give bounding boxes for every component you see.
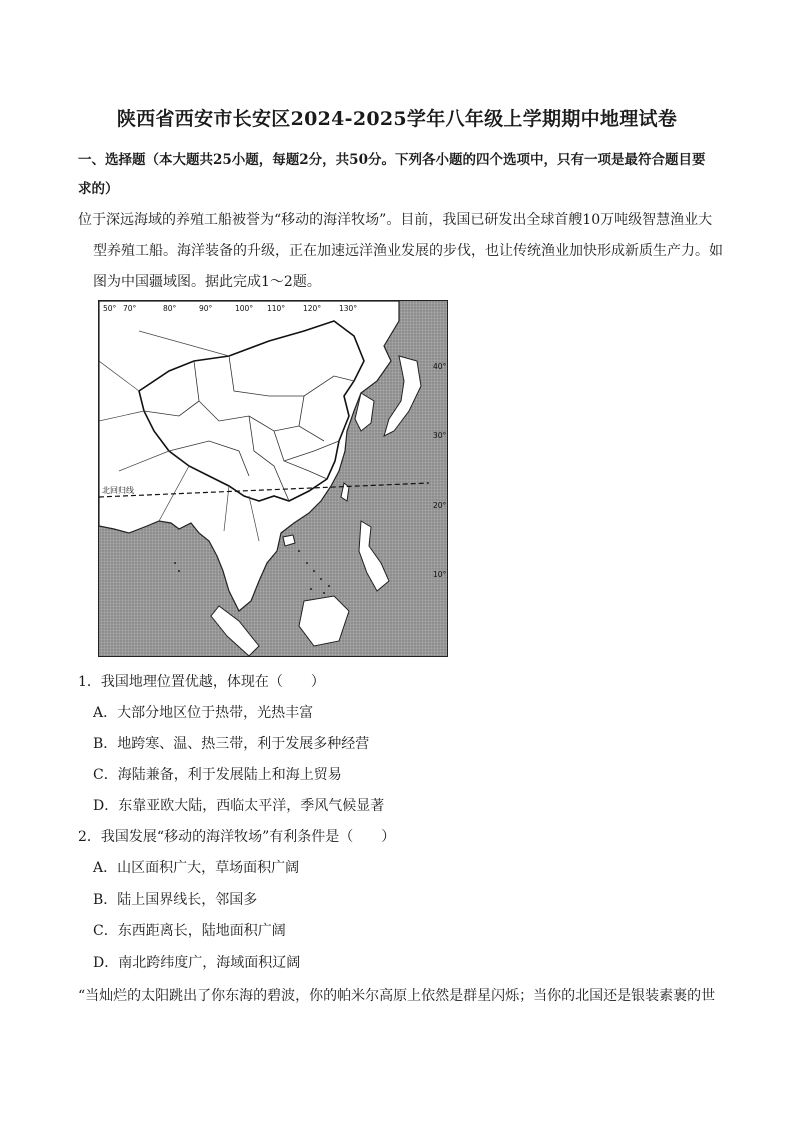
intro-line-1: 位于深远海域的养殖工船被誉为“移动的海洋牧场”。目前，我国已研发出全球首艘10万吨级智慧渔业大 (78, 212, 713, 228)
lon-label: 70° (123, 304, 137, 313)
next-passage-quote: “当灿烂的太阳跳出了你东海的碧波，你的帕米尔高原上依然是群星闪烁；当你的北国还是银装素裹的世 (78, 988, 716, 1004)
map-graphic (99, 301, 447, 656)
lat-label: 10° (433, 570, 447, 579)
lon-label: 50° (103, 304, 117, 313)
lon-label: 100° (235, 304, 254, 313)
china-territory-map (98, 300, 448, 657)
question-1-stem: 1．我国地理位置优越，体现在（ ） (78, 674, 325, 690)
question-1-option-d[interactable]: D．东靠亚欧大陆，西临太平洋，季风气候显著 (93, 798, 385, 814)
question-1-option-a[interactable]: A．大部分地区位于热带，光热丰富 (93, 705, 314, 721)
lat-label: 40° (433, 362, 447, 371)
exam-title: 陕西省西安市长安区2024-2025学年八年级上学期期中地理试卷 (116, 108, 678, 130)
intro-line-3: 图为中国疆域图。据此完成1～2题。 (93, 274, 321, 290)
section-heading: 一、选择题（本大题共25小题，每题2分，共50分。下列各小题的四个选项中，只有一项是最符合题目要求的） (78, 152, 706, 197)
lat-label: 20° (433, 501, 447, 510)
question-2-stem: 2．我国发展“移动的海洋牧场”有利条件是（ ） (78, 829, 396, 845)
question-2-option-b[interactable]: B．陆上国界线长，邻国多 (93, 892, 258, 908)
lon-label: 80° (163, 304, 177, 313)
question-1-option-b[interactable]: B．地跨寒、温、热三带，利于发展多种经营 (93, 736, 370, 752)
question-2-option-d[interactable]: D．南北跨纬度广，海域面积辽阔 (93, 955, 301, 971)
tropic-label: 北回归线 (102, 486, 134, 495)
question-1-option-c[interactable]: C．海陆兼备，利于发展陆上和海上贸易 (93, 767, 342, 783)
question-2-option-c[interactable]: C．东西距离长，陆地面积广阔 (93, 923, 286, 939)
lon-label: 120° (303, 304, 322, 313)
intro-line-2: 型养殖工船。海洋装备的升级，正在加速远洋渔业发展的步伐，也让传统渔业加快形成新质生产力。如 (93, 243, 723, 259)
lon-label: 90° (199, 304, 213, 313)
question-2-option-a[interactable]: A．山区面积广大，草场面积广阔 (93, 860, 300, 876)
lat-label: 30° (433, 431, 447, 440)
lon-label: 130° (339, 304, 358, 313)
lon-label: 110° (267, 304, 286, 313)
intro-paragraph (78, 205, 723, 298)
